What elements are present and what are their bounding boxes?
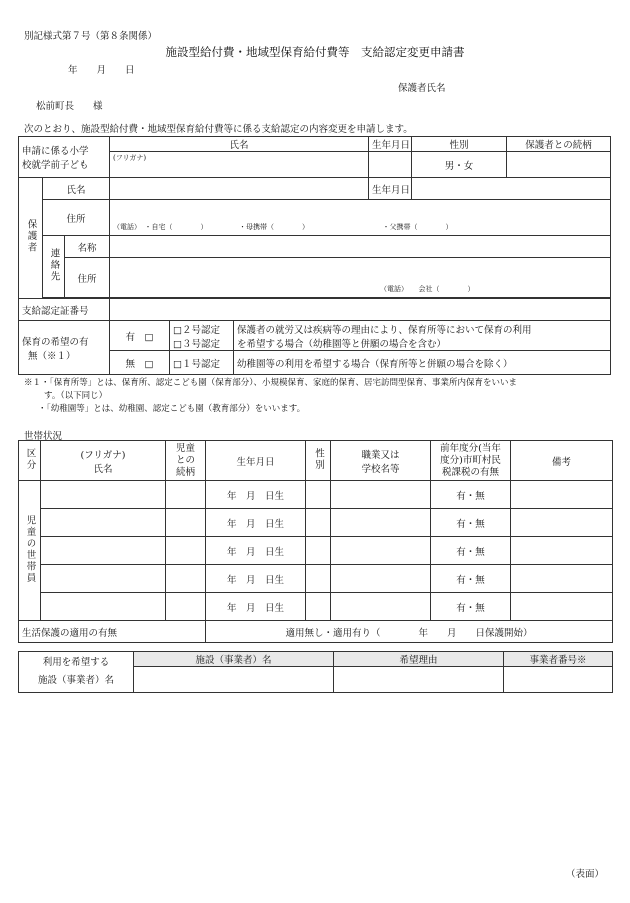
member-sex[interactable] [306, 565, 331, 593]
member-relation[interactable] [166, 509, 206, 537]
h-birth: 生年月日 [206, 441, 306, 481]
hope-yes-description: 保護者の就労又は疾病等の理由により、保育所等において保育の利用 を希望する場合（幼稚園等と併願の場合を含む） [234, 321, 611, 351]
facility-col-number: 事業者番号※ [504, 652, 613, 667]
member-job[interactable] [331, 593, 431, 621]
member-relation[interactable] [166, 565, 206, 593]
guardian-birth-field[interactable] [412, 178, 611, 200]
member-sex[interactable] [306, 593, 331, 621]
note-1: ※１・「保育所等」とは、保育所、認定こども園（保育部分）、小規模保育、家庭的保育、居宅訪問型保育、事業所内保育をいいま [24, 378, 518, 388]
guardian-name-label: 保護者氏名 [398, 83, 446, 94]
cert-1-option[interactable]: □１号認定 [170, 351, 234, 375]
member-birth[interactable]: 年 月 日生 [206, 565, 306, 593]
member-note[interactable] [511, 509, 613, 537]
member-name[interactable] [41, 481, 166, 509]
contact-address-header: 住所 [65, 258, 110, 298]
child-birth-field[interactable] [369, 152, 412, 178]
member-name[interactable] [41, 537, 166, 565]
member-name[interactable] [41, 593, 166, 621]
guardian-address-field[interactable]: （電話） ・自宅（ ） ・母携帯（ ） ・父携帯（ ） [110, 200, 611, 236]
col-sex: 性別 [412, 137, 507, 152]
cert-number-header: 支給認定証番号 [19, 299, 110, 321]
member-sex[interactable] [306, 537, 331, 565]
h-name: (フリガナ) 氏名 [41, 441, 166, 481]
facility-col-name: 施設（事業者）名 [134, 652, 334, 667]
member-birth[interactable]: 年 月 日生 [206, 481, 306, 509]
hope-no-description: 幼稚園等の利用を希望する場合（保育所等と併願の場合を除く） [234, 351, 611, 375]
welfare-label: 生活保護の適用の有無 [19, 621, 206, 643]
member-relation[interactable] [166, 481, 206, 509]
guardian-label: 保護者 [19, 178, 43, 299]
member-sex[interactable] [306, 481, 331, 509]
welfare-value[interactable]: 適用無し・適用有り（ 年 月 日保護開始） [206, 621, 613, 643]
member-tax[interactable]: 有・無 [431, 481, 511, 509]
facility-col-reason: 希望理由 [334, 652, 504, 667]
member-note[interactable] [511, 537, 613, 565]
contact-name-field[interactable] [110, 236, 611, 258]
household-table [18, 440, 613, 643]
col-name: 氏名 [110, 137, 369, 152]
facility-label: 利用を希望する 施設（事業者）名 [19, 652, 134, 693]
member-sex[interactable] [306, 509, 331, 537]
facility-number-field[interactable] [504, 667, 613, 693]
date-line: 年 月 日 [68, 65, 135, 76]
h-tax: 前年度分(当年 度分)市町村民 税課税の有無 [431, 441, 511, 481]
member-job[interactable] [331, 481, 431, 509]
page-side-label: （表面） [566, 869, 605, 880]
guardian-name-header: 氏名 [43, 178, 110, 200]
facility-name-field[interactable] [134, 667, 334, 693]
member-name[interactable] [41, 565, 166, 593]
facility-reason-field[interactable] [334, 667, 504, 693]
guardian-name-field[interactable] [110, 178, 369, 200]
note-1-cont: す。（以下同じ） [44, 391, 108, 401]
contact-label: 連絡先 [43, 236, 65, 298]
col-birth: 生年月日 [369, 137, 412, 152]
member-tax[interactable]: 有・無 [431, 509, 511, 537]
cert-2-3-options[interactable]: □２号認定 □３号認定 [170, 321, 234, 351]
member-note[interactable] [511, 481, 613, 509]
hope-yes-checkbox[interactable]: 有 □ [110, 321, 170, 351]
facility-table [18, 651, 613, 693]
cert-number-field[interactable] [110, 299, 611, 321]
intro-text: 次のとおり、施設型給付費・地域型保育給付費等に係る支給認定の内容変更を申請します。 [24, 124, 413, 135]
guardian-address-header: 住所 [43, 200, 110, 236]
member-tax[interactable]: 有・無 [431, 593, 511, 621]
form-reference: 別記様式第７号（第８条関係） [24, 31, 158, 42]
member-birth[interactable]: 年 月 日生 [206, 537, 306, 565]
contact-address-field[interactable]: （電話） 会社（ ） [110, 258, 611, 298]
contact-name-header: 名称 [65, 236, 110, 258]
member-note[interactable] [511, 593, 613, 621]
member-relation[interactable] [166, 593, 206, 621]
member-birth[interactable]: 年 月 日生 [206, 509, 306, 537]
note-2: ・「幼稚園等」とは、幼稚園、認定こども園（教育部分）をいいます。 [38, 404, 306, 414]
addressee: 松前町長 様 [36, 101, 103, 112]
child-sex-field[interactable]: 男・女 [412, 152, 507, 178]
member-note[interactable] [511, 565, 613, 593]
member-tax[interactable]: 有・無 [431, 565, 511, 593]
member-job[interactable] [331, 537, 431, 565]
h-note: 備考 [511, 441, 613, 481]
h-job: 職業又は 学校名等 [331, 441, 431, 481]
h-sex: 性別 [306, 441, 331, 481]
member-name[interactable] [41, 509, 166, 537]
member-tax[interactable]: 有・無 [431, 537, 511, 565]
col-relation: 保護者との続柄 [507, 137, 611, 152]
member-job[interactable] [331, 509, 431, 537]
hope-label: 保育の希望の有 無（※１） [19, 321, 110, 375]
member-relation[interactable] [166, 537, 206, 565]
h-kubun: 区分 [19, 441, 41, 481]
household-title: 世帯状況 [24, 431, 63, 442]
form-title: 施設型給付費・地域型保育給付費等 支給認定変更申請書 [165, 45, 465, 59]
guardian-birth-header: 生年月日 [369, 178, 412, 200]
application-table [18, 136, 611, 375]
member-job[interactable] [331, 565, 431, 593]
applicant-label: 申請に係る小学 校就学前子ども [19, 137, 110, 178]
child-name-field[interactable]: (フリガナ) [110, 152, 369, 178]
member-birth[interactable]: 年 月 日生 [206, 593, 306, 621]
household-side-label: 児童の世帯員 [19, 481, 41, 621]
h-relation: 児童 との 続柄 [166, 441, 206, 481]
child-relation-field[interactable] [507, 152, 611, 178]
hope-no-checkbox[interactable]: 無 □ [110, 351, 170, 375]
